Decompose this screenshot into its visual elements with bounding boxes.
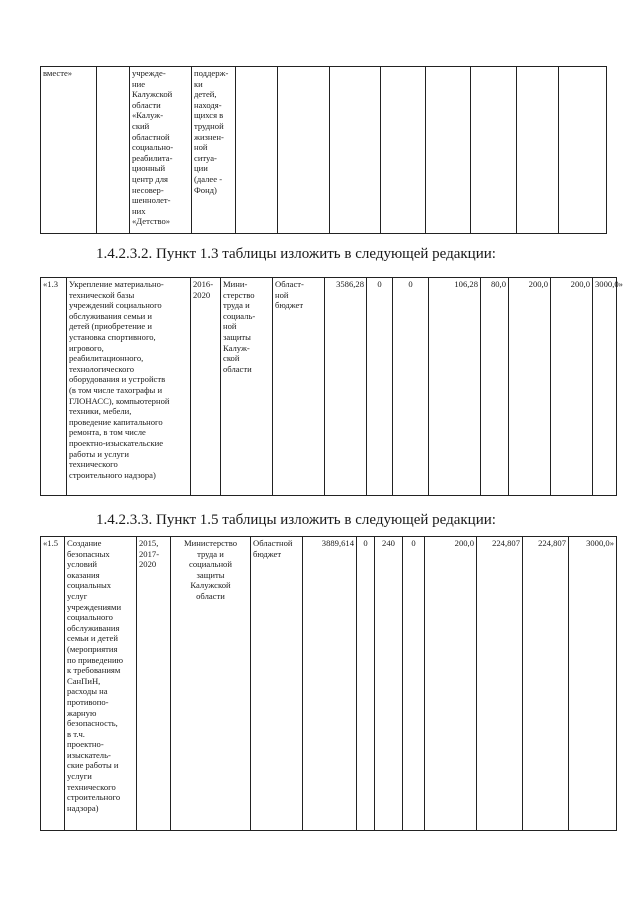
table-continuation — [40, 66, 607, 234]
cell-value: 0 — [357, 537, 375, 831]
cell-col3: учрежде- ние Калужской области «Калуж- ский областной социально- реабилита- ционный центр для несовер- шеннолет- них «Детство» — [130, 67, 192, 234]
table-item-1-5 — [40, 536, 617, 831]
cell-value: 3000,0» — [569, 537, 617, 831]
section-heading-1-5: 1.4.2.3.3. Пункт 1.5 таблицы изложить в следующей редакции: — [96, 512, 496, 528]
cell-name: Создание безопасных условий оказания социальных услуг учреждениями социального обслуживания семьи и детей (мероприятия по приведению к требованиям СанПиН, расходы на противопо- жарную безопасность, в т.ч. проектно- изыскатель- ские работы и услуги технического строительного надзора) — [65, 537, 137, 831]
table-row — [41, 537, 617, 831]
cell-num: «1.5 — [41, 537, 65, 831]
cell-value: 224,807 — [477, 537, 523, 831]
cell-value: 3000,0» — [593, 278, 617, 496]
cell-value: 0 — [393, 278, 429, 496]
cell-name: Укрепление материально- технической базы учреждений социального обслуживания семьи и детей (приобретение и установка спортивного, игрового, реабилитационного, технологического оборудования и устройств (в том числе тахографы и ГЛОНАСС), компьютерной техники, мебели, проведение капитального ремонта, в том числе проектно-изыскательские работы и услуги технического строительного надзора) — [67, 278, 191, 496]
cell-empty — [517, 67, 559, 234]
cell-value: 0 — [367, 278, 393, 496]
cell-num: «1.3 — [41, 278, 67, 496]
cell-empty — [559, 67, 607, 234]
cell-executor: Министерство труда и социальной защиты Калужской области — [171, 537, 251, 831]
cell-value: 80,0 — [481, 278, 509, 496]
cell-empty — [278, 67, 330, 234]
cell-years: 2015, 2017- 2020 — [137, 537, 171, 831]
table-row — [41, 278, 617, 496]
cell-empty — [471, 67, 517, 234]
cell-total: 3586,28 — [325, 278, 367, 496]
cell-source: Област- ной бюджет — [273, 278, 325, 496]
cell-empty — [426, 67, 471, 234]
cell-total: 3889,614 — [303, 537, 357, 831]
cell-col4: поддерж- ки детей, находя- щихся в трудной жизнен- ной ситуа- ции (далее - Фонд) — [192, 67, 236, 234]
cell-value: 200,0 — [425, 537, 477, 831]
cell-empty — [236, 67, 278, 234]
section-heading-1-3: 1.4.2.3.2. Пункт 1.3 таблицы изложить в следующей редакции: — [96, 246, 496, 262]
cell-value: 200,0 — [509, 278, 551, 496]
cell-value: 0 — [403, 537, 425, 831]
cell-value: 200,0 — [551, 278, 593, 496]
cell-empty — [330, 67, 381, 234]
cell-source: Областной бюджет — [251, 537, 303, 831]
cell-value: 240 — [375, 537, 403, 831]
table-row — [41, 67, 607, 234]
cell-executor: Мини- стерство труда и социаль- ной защиты Калуж- ской области — [221, 278, 273, 496]
table-item-1-3 — [40, 277, 623, 496]
cell-years: 2016- 2020 — [191, 278, 221, 496]
cell-value: 224,807 — [523, 537, 569, 831]
cell-empty — [381, 67, 426, 234]
cell-col1: вместе» — [41, 67, 97, 234]
cell-value: 106,28 — [429, 278, 481, 496]
cell-col2 — [97, 67, 130, 234]
